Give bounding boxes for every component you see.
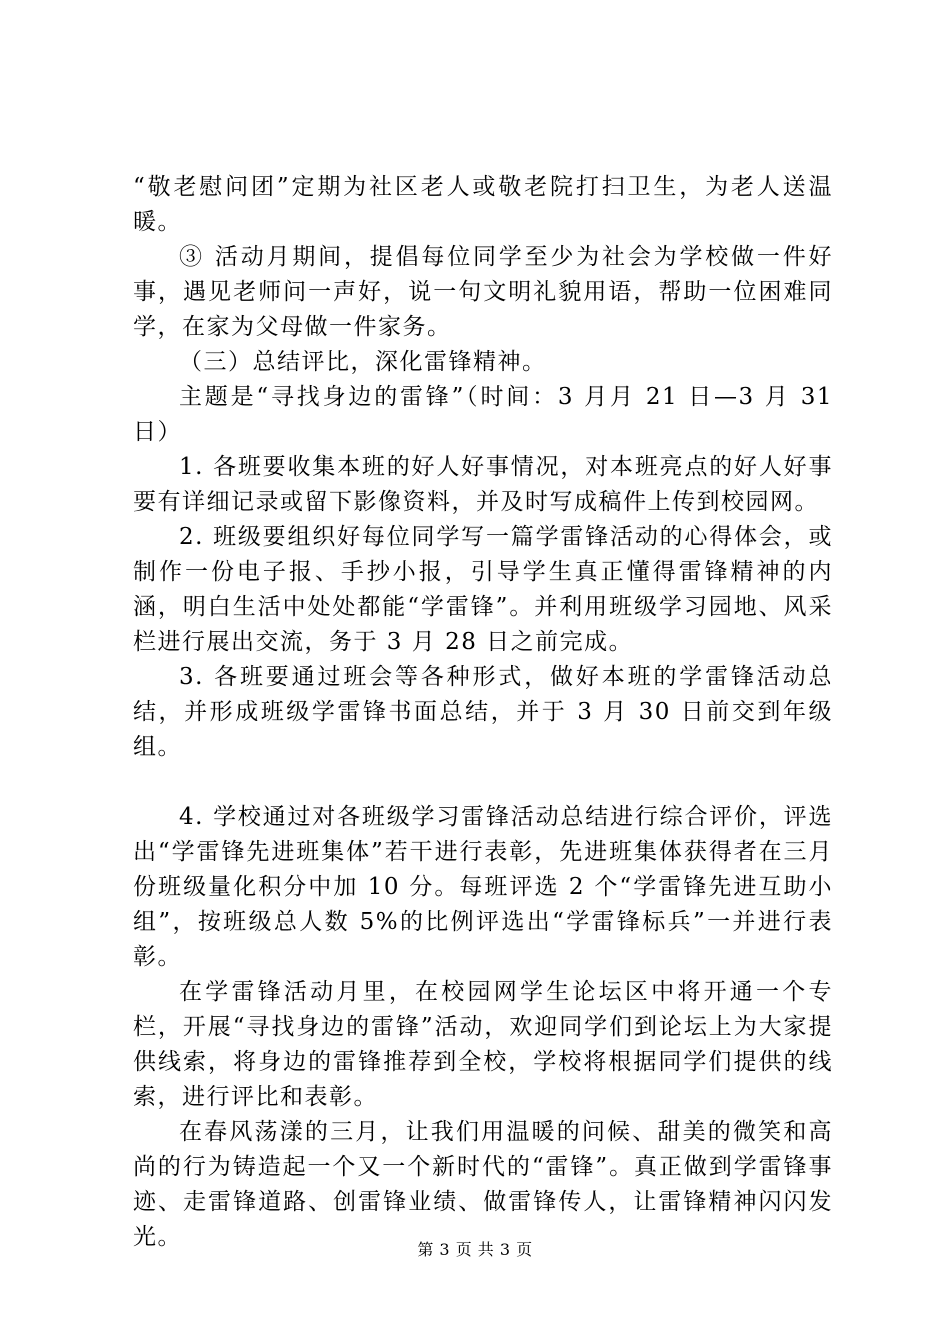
item-3: 3. 各班要通过班会等各种形式，做好本班的学雷锋活动总结，并形成班级学雷锋书面总结，并于 3 月 30 日前交到年级组。 <box>133 664 833 760</box>
item-2: 2. 班级要组织好每位同学写一篇学雷锋活动的心得体会，或制作一份电子报、手抄小报，引导学生真正懂得雷锋精神的内涵，明白生活中处处都能“学雷锋”。并利用班级学习园地、风采栏进行展出交流，务于 3 月 28 日之前完成。 <box>133 524 833 655</box>
item-4: 4. 学校通过对各班级学习雷锋活动总结进行综合评价，评选出“学雷锋先进班集体”若干进行表彰，先进班集体获得者在三月份班级量化积分中加 10 分。每班评选 2 个“学雷锋先进互助小组”，按班级总人数 5%的比例评选出“学雷锋标兵”一并进行表彰。 <box>133 804 833 970</box>
document-body <box>133 170 833 1255</box>
paragraph-1: “敬老慰问团”定期为社区老人或敬老院打扫卫生，为老人送温暖。 <box>133 174 833 235</box>
closing-paragraph: 在春风荡漾的三月，让我们用温暖的问候、甜美的微笑和高尚的行为铸造起一个又一个新时代的“雷锋”。真正做到学雷锋事迹、走雷锋道路、创雷锋业绩、做雷锋传人，让雷锋精神闪闪发光。 <box>133 1119 833 1250</box>
theme-line: 主题是“寻找身边的雷锋”（时间：3 月月 21 日—3 月 31 日） <box>133 384 833 445</box>
section-heading: （三）总结评比，深化雷锋精神。 <box>179 349 547 375</box>
forum-paragraph: 在学雷锋活动月里，在校园网学生论坛区中将开通一个专栏，开展“寻找身边的雷锋”活动，欢迎同学们到论坛上为大家提供线索，将身边的雷锋推荐到全校，学校将根据同学们提供的线索，进行评比和表彰。 <box>133 979 833 1110</box>
item-1: 1. 各班要收集本班的好人好事情况，对本班亮点的好人好事要有详细记录或留下影像资料，并及时写成稿件上传到校园网。 <box>133 454 833 515</box>
page-footer: 第 3 页 共 3 页 <box>417 1240 533 1259</box>
paragraph-2: ③ 活动月期间，提倡每位同学至少为社会为学校做一件好事，遇见老师问一声好，说一句文明礼貌用语，帮助一位困难同学，在家为父母做一件家务。 <box>133 244 833 340</box>
